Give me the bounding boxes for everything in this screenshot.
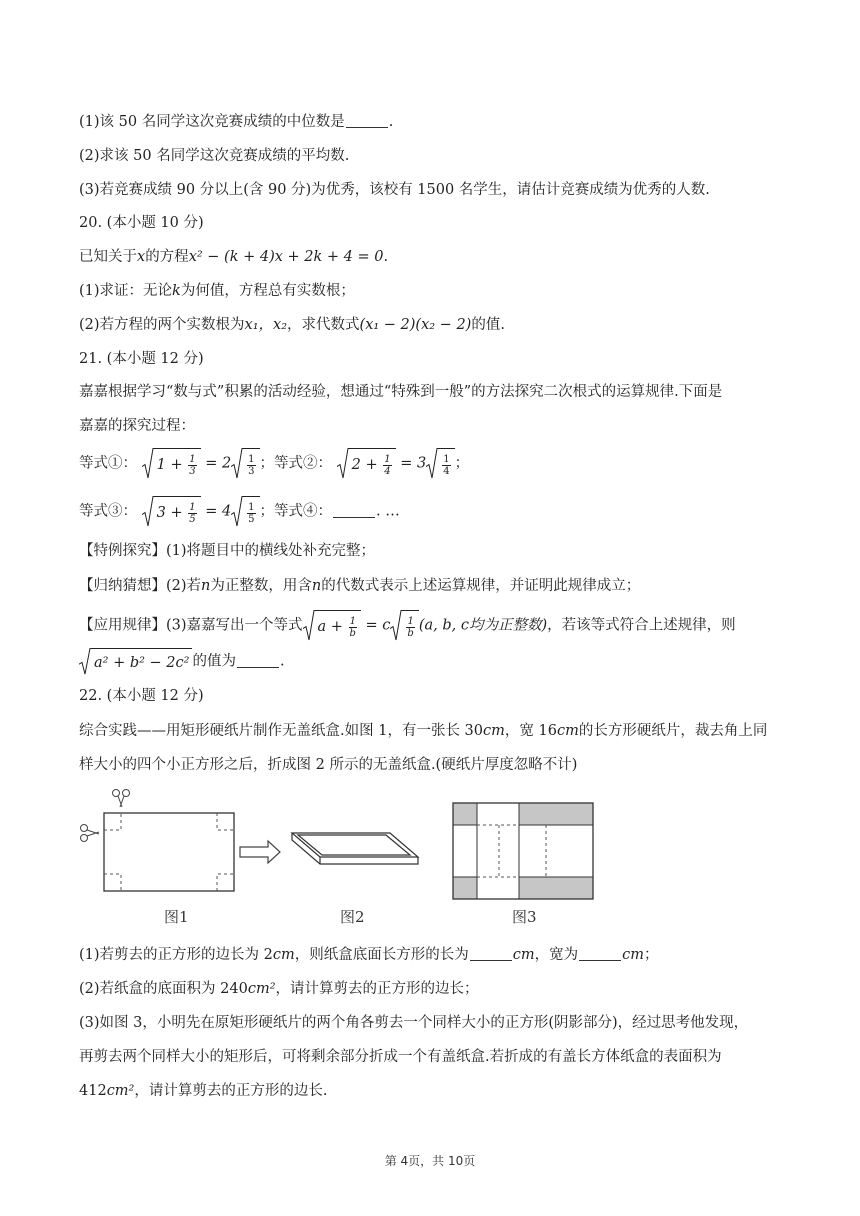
q22-intro-1 bbox=[79, 721, 767, 741]
unit-cm-2: cm bbox=[556, 723, 579, 739]
q22-p2-b: ，请计算剪去的正方形的边长； bbox=[275, 981, 479, 997]
unit-cm-5: cm bbox=[622, 947, 644, 963]
sqrt-a-plus-1-over-b: a + $\frac{1}{b}$ bbox=[303, 610, 361, 641]
q22-part2 bbox=[79, 979, 479, 999]
q21-p3-a: (3)嘉嘉写出一个等式 bbox=[166, 617, 303, 634]
q22-p3-b: ，请计算剪去的正方形的边长. bbox=[134, 1083, 328, 1099]
separator: ； bbox=[454, 455, 470, 472]
figure-1-caption: 图1 bbox=[164, 908, 189, 926]
q20-p2-a: (2)若方程的两个实数根为 bbox=[79, 317, 245, 333]
q20-equation: x² − (k + 4)x + 2k + 4 = 0 bbox=[188, 249, 384, 265]
q21-p3-end: . bbox=[279, 653, 285, 670]
unit-cm-4: cm bbox=[512, 947, 535, 963]
figure-3-sheet bbox=[453, 803, 593, 899]
eq1-label: 等式①： bbox=[79, 455, 137, 472]
eq4-end: . … bbox=[376, 503, 400, 520]
q22-p1-d: ； bbox=[644, 947, 659, 963]
sqrt-3-plus-fifth: 3 + $\frac{1}{5}$ bbox=[142, 496, 201, 527]
q21-header: 21. (本小题 12 分) bbox=[79, 351, 204, 367]
figure-3-caption: 图3 bbox=[512, 908, 537, 926]
q21-intro-2: 嘉嘉的探究过程： bbox=[79, 418, 195, 434]
unit-cm: cm bbox=[483, 723, 505, 739]
q21-condition: (a, b, c均为正整数) bbox=[418, 617, 548, 634]
q22-part3-line2: 再剪去两个同样大小的矩形后，可将剩余部分折成一个有盖纸盒.若折成的有盖长方体纸盒的表面积为 bbox=[79, 1049, 722, 1065]
q22-intro-b: ，宽 16 bbox=[504, 723, 557, 739]
unit-cm2-2: cm² bbox=[106, 1083, 135, 1099]
unit-cm-3: cm bbox=[272, 947, 295, 963]
tag-application: 【应用规律】 bbox=[79, 617, 166, 634]
q20-part1 bbox=[79, 281, 355, 301]
figure-1-sheet bbox=[81, 790, 235, 892]
q22-intro-a: 综合实践——用矩形硬纸片制作无盖纸盒.如图 1，有一张长 30 bbox=[79, 723, 484, 739]
sqrt-1-over-b: $\frac{1}{b}$ bbox=[390, 610, 418, 641]
q19-part1-end: . bbox=[388, 114, 394, 130]
q21-part1 bbox=[79, 541, 375, 561]
q21-expr: a² + b² − 2c² bbox=[91, 648, 192, 675]
answer-blank bbox=[237, 653, 279, 668]
q22-part3-line3 bbox=[79, 1081, 327, 1101]
q20-part2 bbox=[79, 315, 505, 335]
q21-p2-a: (2)若 bbox=[166, 578, 202, 594]
q22-part3-line1: (3)如图 3，小明先在原矩形硬纸片的两个角各剪去一个同样大小的正方形(阴影部分)，经过思考他发现， bbox=[79, 1015, 749, 1031]
q21-part3-cont bbox=[79, 648, 285, 675]
q21-intro-1: 嘉嘉根据学习“数与式”积累的活动经验，想通过“特殊到一般”的方法探究二次根式的运算规律.下面是 bbox=[79, 384, 723, 400]
tag-special-case: 【特例探究】 bbox=[79, 543, 166, 559]
q21-p2-c: 的代数式表示上述运算规律，并证明此规律成立； bbox=[321, 578, 641, 594]
q21-equations-row2: 等式③： 3 + $\frac{1}{5}$ = 4 $\frac{1}{5}$ ；等式④： . … bbox=[79, 496, 400, 527]
figure-2-box bbox=[292, 833, 418, 864]
q20-roots: x₁，x₂ bbox=[244, 317, 288, 333]
q19-part1-text: (1)该 50 名同学这次竞赛成绩的中位数是 bbox=[79, 114, 345, 130]
q21-p1-text: (1)将题目中的横线处补充完整； bbox=[166, 543, 376, 559]
q20-stem-b: 的方程 bbox=[145, 249, 189, 265]
q20-p1-b: 为何值，方程总有实数根； bbox=[180, 283, 355, 299]
q20-p2-b: ，求代数式 bbox=[287, 317, 360, 333]
figure-2-caption: 图2 bbox=[340, 908, 365, 926]
q22-p1-c: ，宽为 bbox=[534, 947, 579, 963]
q21-equations-row1: 等式①： 1 + $\frac{1}{3}$ = 2 $\frac{1}{3}$ ；等式②： 2 + $\frac{1}{4}$ = 3 $\frac{1}{4}$ ； bbox=[79, 448, 469, 479]
q20-var-k: k bbox=[172, 283, 181, 299]
q20-stem-end: . bbox=[383, 249, 389, 265]
arrow-right-icon bbox=[240, 841, 280, 863]
q20-p2-c: 的值. bbox=[471, 317, 505, 333]
q22-p1-a: (1)若剪去的正方形的边长为 2 bbox=[79, 947, 273, 963]
eq2-label: ；等式②： bbox=[259, 455, 333, 472]
q20-var-x: x bbox=[137, 249, 146, 265]
answer-blank bbox=[470, 946, 512, 961]
q20-expression: (x₁ − 2)(x₂ − 2) bbox=[359, 317, 472, 333]
sqrt-quarter: $\frac{1}{4}$ bbox=[426, 448, 454, 479]
q19-part2: (2)求该 50 名同学这次竞赛成绩的平均数. bbox=[79, 148, 350, 164]
q21-p3-c: 的值为 bbox=[192, 653, 236, 670]
eq3-label: 等式③： bbox=[79, 503, 137, 520]
scissors-icon bbox=[113, 790, 130, 808]
sqrt-third: $\frac{1}{3}$ bbox=[231, 448, 259, 479]
q22-p1-b: ，则纸盒底面长方形的长为 bbox=[294, 947, 469, 963]
q22-intro-2: 样大小的四个小正方形之后，折成图 2 所示的无盖纸盒.(硬纸片厚度忽略不计) bbox=[79, 757, 578, 773]
q22-p2-a: (2)若纸盒的底面积为 240 bbox=[79, 981, 248, 997]
q20-stem bbox=[79, 247, 388, 267]
q21-part3: 【应用规律】(3)嘉嘉写出一个等式 a + $\frac{1}{b}$ = c $\frac{1}{b}$ (a, b, c均为正整数)，若该等式符合上述规律，则 bbox=[79, 610, 736, 641]
q22-header: 22. (本小题 12 分) bbox=[79, 688, 204, 704]
unit-cm2: cm² bbox=[247, 981, 276, 997]
sqrt-1-plus-third: 1 + $\frac{1}{3}$ bbox=[142, 448, 201, 479]
q22-intro-c: 的长方形硬纸片，裁去角上同 bbox=[578, 723, 768, 739]
page-footer: 第 4页，共 10页 bbox=[384, 1154, 476, 1168]
sqrt-expression bbox=[79, 648, 192, 675]
q20-stem-a: 已知关于 bbox=[79, 249, 137, 265]
answer-blank-2 bbox=[579, 946, 621, 961]
q21-var-n-2: n bbox=[311, 578, 322, 594]
sqrt-fifth: $\frac{1}{5}$ bbox=[231, 496, 259, 527]
q21-p3-b: ，若该等式符合上述规律，则 bbox=[547, 617, 736, 634]
q22-p3-num: 412 bbox=[79, 1083, 107, 1099]
q20-header: 20. (本小题 10 分) bbox=[79, 215, 204, 231]
q21-part2 bbox=[79, 576, 640, 596]
q21-var-n: n bbox=[201, 578, 211, 594]
q19-part1 bbox=[79, 112, 393, 132]
answer-blank bbox=[346, 113, 388, 128]
tag-induction: 【归纳猜想】 bbox=[79, 578, 166, 594]
sqrt-2-plus-quarter: 2 + $\frac{1}{4}$ bbox=[337, 448, 396, 479]
eq4-label: ；等式④： bbox=[259, 503, 333, 520]
scissors-icon-2 bbox=[81, 825, 100, 842]
q19-part3: (3)若竞赛成绩 90 分以上(含 90 分)为优秀，该校有 1500 名学生，请估计竞赛成绩为优秀的人数. bbox=[79, 182, 710, 198]
q21-p2-b: 为正整数，用含 bbox=[210, 578, 312, 594]
q22-part1 bbox=[79, 945, 659, 965]
answer-blank bbox=[333, 503, 375, 518]
q20-p1-a: (1)求证：无论 bbox=[79, 283, 173, 299]
